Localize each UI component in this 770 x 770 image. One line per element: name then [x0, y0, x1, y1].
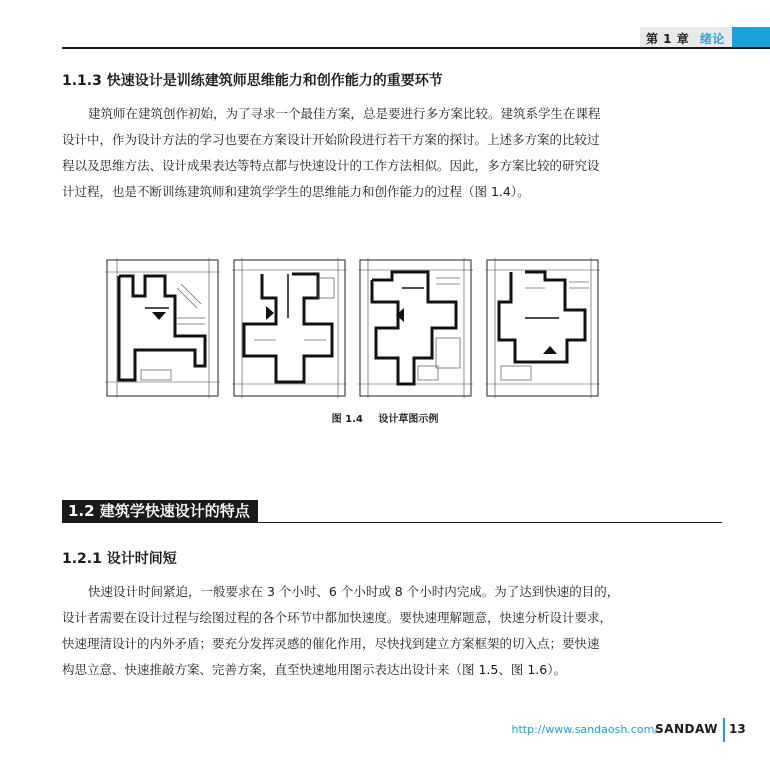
header-rule	[62, 47, 770, 49]
paragraph-line: 程以及思维方法、设计成果表达等特点都与快速设计的工作方法相似。因此，多方案比较的研究设	[62, 158, 600, 173]
page-footer	[0, 718, 770, 742]
figure-caption	[0, 410, 770, 425]
page-number: 13	[729, 722, 746, 736]
paragraph-line: 设计者需要在设计过程与绘图过程的各个环节中都加快速度。要快速理解题意，快速分析设计要求，	[62, 610, 613, 625]
figure-1-4	[100, 258, 640, 408]
running-header	[646, 30, 725, 47]
floor-plan-sketch-4	[485, 258, 600, 398]
section-rule	[62, 522, 722, 523]
page-number-bar	[723, 718, 725, 742]
heading-1-1-3: 1.1.3 快速设计是训练建筑师思维能力和创作能力的重要环节	[62, 73, 443, 89]
paragraph-1-1-3	[62, 101, 722, 205]
floor-plan-sketch-1	[105, 258, 220, 398]
paragraph-line: 快速设计时间紧迫，一般要求在 3 个小时、6 个小时或 8 个小时内完成。为了达到快速的目的，	[88, 584, 620, 599]
paragraph-line: 计过程，也是不断训练建筑师和建筑学学生的思维能力和创作能力的过程（图 1.4）。	[62, 184, 530, 199]
header-accent-block	[732, 27, 770, 47]
floor-plan-sketch-2	[232, 258, 347, 398]
section-banner-1-2: 1.2 建筑学快速设计的特点	[62, 500, 258, 522]
figure-title: 设计草图示例	[378, 414, 439, 425]
figure-number: 图 1.4	[331, 414, 363, 425]
footer-url[interactable]: http://www.sandaosh.com/	[511, 723, 658, 736]
paragraph-1-2-1	[62, 579, 722, 683]
heading-1-2-1: 1.2.1 设计时间短	[62, 551, 177, 567]
paragraph-line: 建筑师在建筑创作初始，为了寻求一个最佳方案，总是要进行多方案比较。建筑系学生在课程	[88, 106, 601, 121]
paragraph-line: 快速理清设计的内外矛盾；要充分发挥灵感的催化作用，尽快找到建立方案框架的切入点；要快速	[62, 636, 600, 651]
floor-plan-sketch-3	[358, 258, 473, 398]
chapter-name: 绪论	[699, 32, 725, 46]
paragraph-line: 设计中，作为设计方法的学习也要在方案设计开始阶段进行若干方案的探讨。上述多方案的比较过	[62, 132, 600, 147]
paragraph-line: 构思立意、快速推敲方案、完善方案，直至快速地用图示表达出设计来（图 1.5、图 1.6）。	[62, 662, 566, 677]
chapter-number: 第 1 章	[646, 32, 690, 46]
footer-brand: SANDAW	[655, 722, 718, 736]
